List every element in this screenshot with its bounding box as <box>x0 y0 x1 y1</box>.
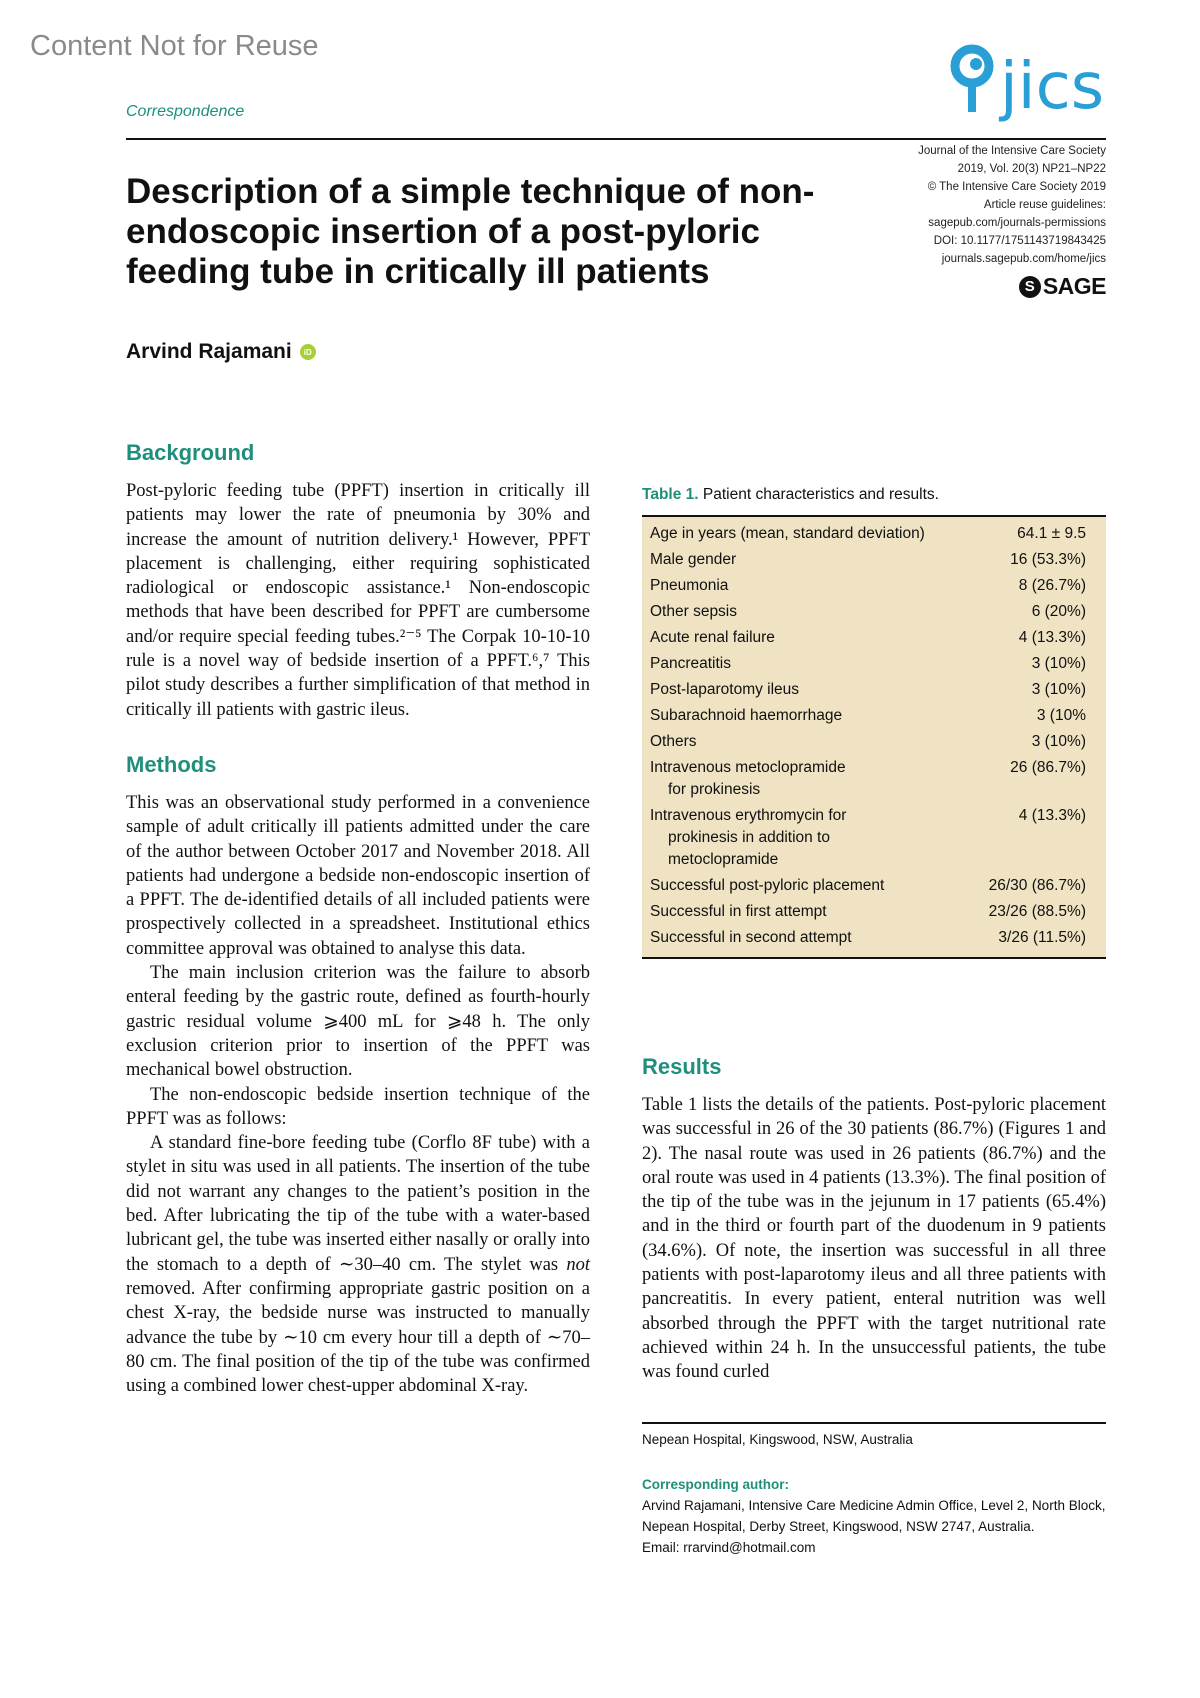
table-cell-label: Intravenous erythromycin for prokinesis in addition to metoclopramide <box>650 807 847 868</box>
author-name: Arvind Rajamani <box>126 340 292 363</box>
table-row <box>642 627 1106 649</box>
table-row <box>642 927 1106 949</box>
table-cell-label: Acute renal failure <box>650 629 775 646</box>
corresponding-author-email[interactable]: Email: rrarvind@hotmail.com <box>642 1540 816 1555</box>
table-row <box>642 575 1106 597</box>
journal-info-line: Journal of the Intensive Care Society <box>918 145 1106 157</box>
table-cell-value: 3 (10%) <box>1031 655 1086 672</box>
table-cell-value: 8 (26.7%) <box>1018 577 1086 594</box>
author-line <box>126 340 316 364</box>
corresponding-author-heading: Corresponding author: <box>642 1477 789 1492</box>
patient-characteristics-table <box>642 515 1106 959</box>
table-caption-text: Patient characteristics and results. <box>702 486 939 503</box>
methods-paragraph: A standard fine-bore feeding tube (Corflo 8F tube) with a stylet in situ was used in all patients. The insertion of the tube did not warrant any changes to the patient’s position in the bed. After lubricating the tip of the tube with a water-based lubricant gel, the tube was inserted either nasally or orally into the stomach to a depth of ∼30–40 cm. The stylet was not removed. After confirming appropriate gastric position on a chest X-ray, the bedside nurse was instructed to manually advance the tube by ∼10 cm every hour till a depth of ∼70–80 cm. The final position of the tip of the tube was confirmed using a combined lower chest-upper abdominal X-ray. <box>126 1133 590 1397</box>
table-row <box>642 875 1106 897</box>
table-cell-value: 26 (86.7%) <box>1010 759 1086 776</box>
table-row <box>642 653 1106 675</box>
table-row <box>642 549 1106 571</box>
table-cell-label: Pancreatitis <box>650 655 731 672</box>
table-cell-value: 4 (13.3%) <box>1018 629 1086 646</box>
table-label: Table 1. <box>642 486 699 503</box>
methods-paragraph: The main inclusion criterion was the failure to absorb enteral feeding by the gastric route, defined as fourth-hourly gastric residual volume ⩾400 mL for ⩾48 h. The only exclusion criterion prior to insertion of the PPFT was mechanical bowel obstruction. <box>126 963 590 1081</box>
section-label: Correspondence <box>126 103 245 120</box>
table-cell-label: Others <box>650 733 697 750</box>
table-caption <box>642 486 1106 504</box>
table-cell-label: Pneumonia <box>650 577 729 594</box>
table-row <box>642 901 1106 923</box>
methods-body <box>126 791 590 1398</box>
journal-info-line: DOI: 10.1177/1751143719843425 <box>933 235 1106 247</box>
corresponding-author-address: Arvind Rajamani, Intensive Care Medicine Admin Office, Level 2, North Block, Nepean Hospital, Derby Street, Kingswood, NSW 2747, Australia. <box>642 1498 1106 1534</box>
table-cell-value: 23/26 (88.5%) <box>988 903 1086 920</box>
table-cell-label: Intravenous metoclopramide for prokinesis <box>650 759 846 798</box>
journal-info-line: © The Intensive Care Society 2019 <box>927 181 1106 193</box>
table-cell-label: Successful post-pyloric placement <box>650 877 885 894</box>
footnote-divider <box>642 1422 1106 1424</box>
background-heading: Background <box>126 440 255 465</box>
results-heading: Results <box>642 1054 722 1079</box>
table-cell-label: Successful in second attempt <box>650 929 852 946</box>
table-cell-label: Male gender <box>650 551 737 568</box>
table-cell-label: Age in years (mean, standard deviation) <box>650 525 925 542</box>
article-title: Description of a simple technique of non-endoscopic insertion of a post-pyloric feeding tube in critically ill patients <box>126 172 815 291</box>
table-row <box>642 523 1106 545</box>
journal-info-line: 2019, Vol. 20(3) NP21–NP22 <box>957 163 1106 175</box>
table-cell-value: 4 (13.3%) <box>1018 807 1086 824</box>
table-cell-value: 3 (10% <box>1036 707 1086 724</box>
table-cell-label: Subarachnoid haemorrhage <box>650 707 843 724</box>
journal-info-line: Article reuse guidelines: <box>983 199 1106 211</box>
results-paragraph: Table 1 lists the details of the patients. Post-pyloric placement was successful in 26 of the 30 patients (86.7%) (Figures 1 and 2). The nasal route was used in 26 patients (86.7%) and the oral route was used in 4 patients (13.3%). The final position of the tip of the tube was in the jejunum in 17 patients (65.4%) and in the third or fourth part of the duodenum in 9 patients (34.6%). Of note, the insertion was successful in all three patients with post-laparotomy ileus and all three patients with pancreatitis. In every patient, enteral nutrition was well absorbed through the PPFT with the target nutritional rate achieved within 24 h. In the unsuccessful patients, the tube was found curled <box>642 1095 1106 1383</box>
sage-publisher-logo <box>1019 273 1106 300</box>
table-row <box>642 679 1106 701</box>
table-cell-value: 26/30 (86.7%) <box>988 877 1086 894</box>
journal-info-line: sagepub.com/journals-permissions <box>928 217 1106 229</box>
methods-paragraph: The non-endoscopic bedside insertion technique of the PPFT was as follows: <box>126 1084 590 1129</box>
table-row <box>642 805 1106 871</box>
corresponding-author-block <box>642 1474 1106 1558</box>
table-cell-value: 3 (10%) <box>1031 681 1086 698</box>
watermark-text: Content Not for Reuse <box>30 30 319 62</box>
background-paragraph: Post-pyloric feeding tube (PPFT) insertion in critically ill patients may lower the rate of pneumonia by 30% and increase the amount of nutrition delivery.¹ However, PPFT placement is challenging, either requiring sophisticated radiological or endoscopic assistance.¹ Non-endoscopic methods that have been described for PPFT are cumbersome and/or require special feeding tubes.²⁻⁵ The Corpak 10-10-10 rule is a novel way of bedside insertion of a PPFT.⁶,⁷ This pilot study describes a further simplification of that method in critically ill patients with gastric ileus. <box>126 481 590 720</box>
table-cell-value: 3 (10%) <box>1031 733 1086 750</box>
jics-logo <box>948 36 1128 126</box>
sage-wordmark: SAGE <box>1042 273 1106 299</box>
table-cell-label: Other sepsis <box>650 603 738 620</box>
emphasis-not: not <box>566 1254 590 1275</box>
table-cell-value: 16 (53.3%) <box>1010 551 1086 568</box>
table-row <box>642 705 1106 727</box>
affiliation: Nepean Hospital, Kingswood, NSW, Australia <box>642 1432 913 1447</box>
methods-paragraph: This was an observational study performed in a convenience sample of adult critically ill patients admitted under the care of the author between October 2017 and November 2018. All patients had undergone a bedside non-endoscopic insertion of a PPFT. The de-identified details of all included patients were prospectively collected in a spreadsheet. Institutional ethics committee approval was obtained to analyse this data. <box>126 793 590 959</box>
journal-info-line: journals.sagepub.com/home/jics <box>941 253 1106 265</box>
table-cell-value: 3/26 (11.5%) <box>998 929 1086 946</box>
table-cell-label: Post-laparotomy ileus <box>650 681 800 698</box>
table-row <box>642 757 1106 801</box>
table-row <box>642 601 1106 623</box>
methods-heading: Methods <box>126 752 217 777</box>
svg-text:jics: jics <box>1000 50 1105 124</box>
table-cell-value: 64.1 ± 9.5 <box>1017 525 1086 542</box>
orcid-icon[interactable]: iD <box>300 344 316 360</box>
header-divider <box>126 138 1106 140</box>
table-cell-label: Successful in first attempt <box>650 903 827 920</box>
table-cell-value: 6 (20%) <box>1031 603 1086 620</box>
table-row <box>642 731 1106 753</box>
sage-s-icon: S <box>1019 276 1041 298</box>
